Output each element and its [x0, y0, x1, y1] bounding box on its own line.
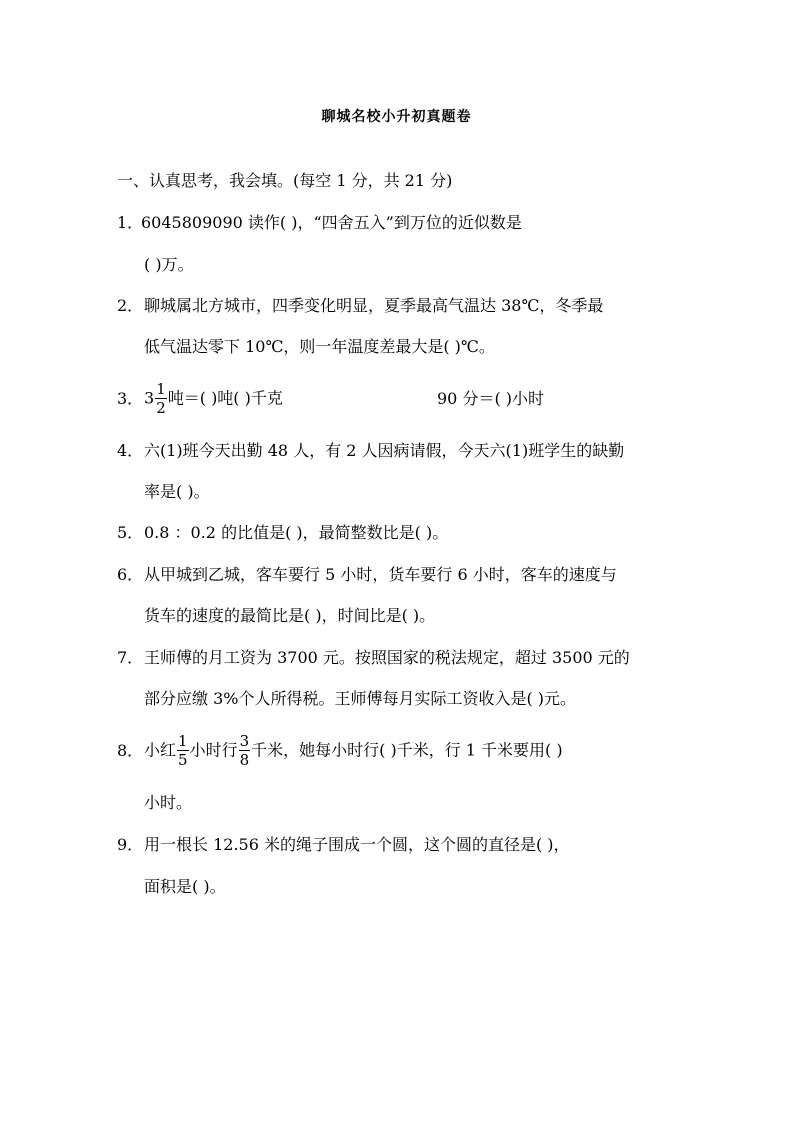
question-4-line-2: 率是( )。	[144, 482, 210, 501]
question-8-line-2: 小时。	[144, 793, 193, 812]
question-9-line-1: 用一根长 12.56 米的绳子围成一个圆，这个圆的直径是( )，	[144, 835, 570, 854]
question-5-number: 5．	[117, 523, 144, 542]
question-3-part-1: 吨＝( )吨( )千克	[167, 388, 283, 408]
question-8-line-1	[144, 730, 563, 771]
question-8-middle: 小时行	[189, 740, 238, 760]
fraction-one-fifth	[177, 731, 189, 769]
question-9-line-2: 面积是( )。	[144, 877, 226, 896]
question-6-line-1: 从甲城到乙城，客车要行 5 小时，货车要行 6 小时，客车的速度与	[144, 565, 617, 584]
fraction-denominator: 5	[178, 750, 188, 769]
fraction-three-eighths	[239, 731, 251, 769]
question-2-number: 2．	[117, 296, 144, 315]
question-4-line-1: 六(1)班今天出勤 48 人，有 2 人因病请假，今天六(1)班学生的缺勤	[144, 441, 625, 460]
section-heading: 一、认真思考，我会填。(每空 1 分，共 21 分)	[117, 171, 453, 190]
question-7-number: 7．	[117, 648, 144, 667]
fraction-numerator: 3	[239, 731, 250, 750]
question-8-suffix: 千米，她每小时行( )千米，行 1 千米要用( )	[251, 740, 563, 760]
question-9-number: 9．	[117, 835, 144, 854]
fraction-numerator: 1	[178, 731, 188, 750]
question-4-number: 4．	[117, 441, 144, 460]
question-3-number: 3．	[117, 389, 144, 408]
question-5-line-1: 0.8 ：0.2 的比值是( )，最简整数比是( )。	[144, 523, 449, 542]
question-7-line-2: 部分应缴 3%个人所得税。王师傅每月实际工资收入是( )元。	[144, 689, 577, 708]
question-2-line-1: 聊城属北方城市，四季变化明显，夏季最高气温达 38℃，冬季最	[144, 296, 604, 315]
question-8-prefix: 小红	[144, 740, 177, 760]
fraction-one-half	[155, 379, 167, 417]
question-1-line-2: ( )万。	[144, 255, 194, 274]
page-title: 聊城名校小升初真题卷	[321, 109, 472, 125]
question-6-number: 6．	[117, 565, 144, 584]
question-8-number: 8．	[117, 741, 144, 760]
question-7-line-1: 王师傅的月工资为 3700 元。按照国家的税法规定，超过 3500 元的	[144, 648, 630, 667]
question-3-line	[144, 378, 283, 419]
fraction-denominator: 2	[156, 398, 166, 417]
mixed-number-whole: 3	[144, 388, 155, 408]
fraction-denominator: 8	[239, 750, 250, 769]
question-6-line-2: 货车的速度的最简比是( )，时间比是( )。	[144, 606, 436, 625]
question-1-line-1: 6045809090 读作( )，“四舍五入”到万位的近似数是	[141, 213, 522, 232]
question-3-part-2: 90 分＝( )小时	[437, 389, 545, 408]
fraction-numerator: 1	[156, 379, 166, 398]
question-2-line-2: 低气温达零下 10℃，则一年温度差最大是( )℃。	[144, 337, 495, 356]
question-1-number: 1．	[117, 213, 144, 232]
